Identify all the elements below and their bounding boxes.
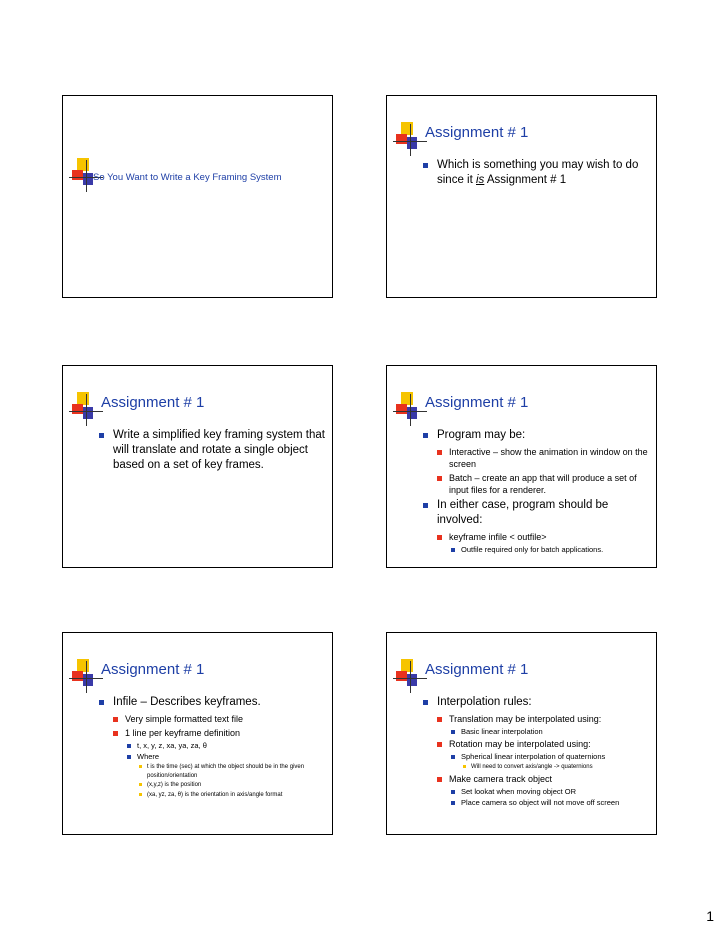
square-bullet-icon	[437, 450, 442, 455]
bullet-text: keyframe infile < outfile>	[449, 532, 547, 542]
slide-2	[386, 95, 657, 298]
bullet-text: Where	[137, 752, 160, 761]
sub-bullet-item	[423, 472, 650, 496]
bullet-text: (xa, yz, za, θ) is the orientation in axis/angle format	[147, 791, 283, 798]
bullet-item	[423, 158, 650, 188]
bullet-text: Place camera so object will not move off screen	[461, 797, 620, 807]
square-bullet-icon	[437, 717, 442, 722]
slide-6	[386, 632, 657, 835]
square-bullet-icon	[423, 503, 428, 508]
slide-logo-icon	[393, 122, 427, 156]
bullet-text: Make camera track object	[449, 773, 553, 784]
slide-body	[99, 695, 326, 800]
square-bullet-icon	[437, 777, 442, 782]
square-bullet-icon	[423, 433, 428, 438]
bullet-text: Infile – Describes keyframes.	[113, 696, 261, 708]
bullet-text: Which is something you may wish to do since it	[437, 159, 639, 186]
level-4-bullet-item	[99, 781, 326, 790]
slide-title: Assignment # 1	[425, 394, 529, 411]
slide-logo-icon	[69, 659, 103, 693]
sub-bullet-item	[423, 713, 650, 725]
bullet-text: Rotation may be interpolated using:	[449, 739, 591, 749]
sub-sub-bullet-item	[423, 727, 650, 737]
bullet-item	[423, 695, 650, 710]
bullet-text: (x,y,z) is the position	[147, 782, 202, 788]
slide-1	[62, 95, 333, 298]
slide-logo-icon	[69, 392, 103, 426]
bullet-text: t, x, y, z, xa, ya, za, θ	[137, 741, 207, 750]
bullet-text: Will need to convert axis/angle -> quaternions	[471, 764, 593, 770]
slide-5	[62, 632, 333, 835]
sub-sub-bullet-item	[99, 741, 326, 751]
bullet-text: Spherical linear interpolation of quaternions	[461, 752, 606, 761]
square-bullet-icon	[451, 801, 455, 805]
level-4-bullet-item	[99, 791, 326, 800]
square-bullet-icon	[139, 793, 142, 796]
bullet-text: Outfile required only for batch applications.	[461, 545, 604, 554]
slide-title: Assignment # 1	[101, 394, 205, 411]
square-bullet-icon	[139, 783, 142, 786]
square-bullet-icon	[463, 765, 466, 768]
emphasis-text: is	[476, 174, 485, 186]
slide-logo-icon	[393, 392, 427, 426]
slide-body	[423, 695, 650, 809]
slide-logo-icon	[393, 659, 427, 693]
square-bullet-icon	[99, 433, 104, 438]
square-bullet-icon	[423, 163, 428, 168]
slide-4	[386, 365, 657, 568]
square-bullet-icon	[451, 755, 455, 759]
bullet-item	[99, 695, 326, 710]
square-bullet-icon	[423, 700, 428, 705]
sub-sub-bullet-item	[423, 545, 650, 555]
square-bullet-icon	[437, 742, 442, 747]
bullet-text: t is the time (sec) at which the object should be in the given position/orientation	[147, 764, 305, 779]
slide-body	[99, 428, 326, 476]
square-bullet-icon	[437, 476, 442, 481]
bullet-text: Translation may be interpolated using:	[449, 714, 602, 724]
sub-bullet-item	[423, 738, 650, 750]
square-bullet-icon	[437, 535, 442, 540]
sub-sub-bullet-item	[423, 798, 650, 808]
square-bullet-icon	[127, 744, 131, 748]
square-bullet-icon	[451, 548, 455, 552]
sub-bullet-item	[99, 727, 326, 739]
sub-sub-bullet-item	[423, 752, 650, 762]
level-4-bullet-item	[423, 763, 650, 772]
bullet-text: Batch – create an app that will produce a set of input files for a renderer.	[449, 473, 637, 495]
bullet-text: Interactive – show the animation in window on the screen	[449, 447, 648, 469]
bullet-text: Basic linear interpolation	[461, 727, 543, 736]
sub-sub-bullet-item	[99, 752, 326, 762]
sub-sub-bullet-item	[423, 787, 650, 797]
square-bullet-icon	[113, 717, 118, 722]
square-bullet-icon	[99, 700, 104, 705]
page-number: 1	[706, 908, 714, 924]
bullet-text: Write a simplified key framing system that will translate and rotate a single object based on a set of key frames.	[113, 429, 325, 471]
square-bullet-icon	[127, 755, 131, 759]
bullet-text: Interpolation rules:	[437, 696, 532, 708]
bullet-item	[99, 428, 326, 473]
square-bullet-icon	[451, 790, 455, 794]
bullet-text: 1 line per keyframe definition	[125, 728, 241, 738]
slide-body	[423, 428, 650, 556]
sub-bullet-item	[423, 773, 650, 785]
bullet-text: Very simple formatted text file	[125, 714, 244, 724]
bullet-text: In either case, program should be involved:	[437, 499, 609, 526]
level-4-bullet-item	[99, 763, 326, 780]
slide-body	[423, 158, 650, 191]
square-bullet-icon	[113, 731, 118, 736]
slide-title: Assignment # 1	[425, 661, 529, 678]
bullet-item	[423, 428, 650, 443]
bullet-text: Set lookat when moving object OR	[461, 786, 577, 796]
sub-bullet-item	[423, 531, 650, 543]
square-bullet-icon	[139, 765, 142, 768]
bullet-text: Program may be:	[437, 429, 526, 441]
slide-title: Assignment # 1	[425, 124, 529, 141]
square-bullet-icon	[451, 730, 455, 734]
sub-bullet-item	[99, 713, 326, 725]
slide-3	[62, 365, 333, 568]
sub-bullet-item	[423, 446, 650, 470]
bullet-text-tail: Assignment # 1	[484, 174, 567, 186]
slide-title: So You Want to Write a Key Framing System	[93, 172, 282, 183]
bullet-item	[423, 498, 650, 528]
slide-title: Assignment # 1	[101, 661, 205, 678]
